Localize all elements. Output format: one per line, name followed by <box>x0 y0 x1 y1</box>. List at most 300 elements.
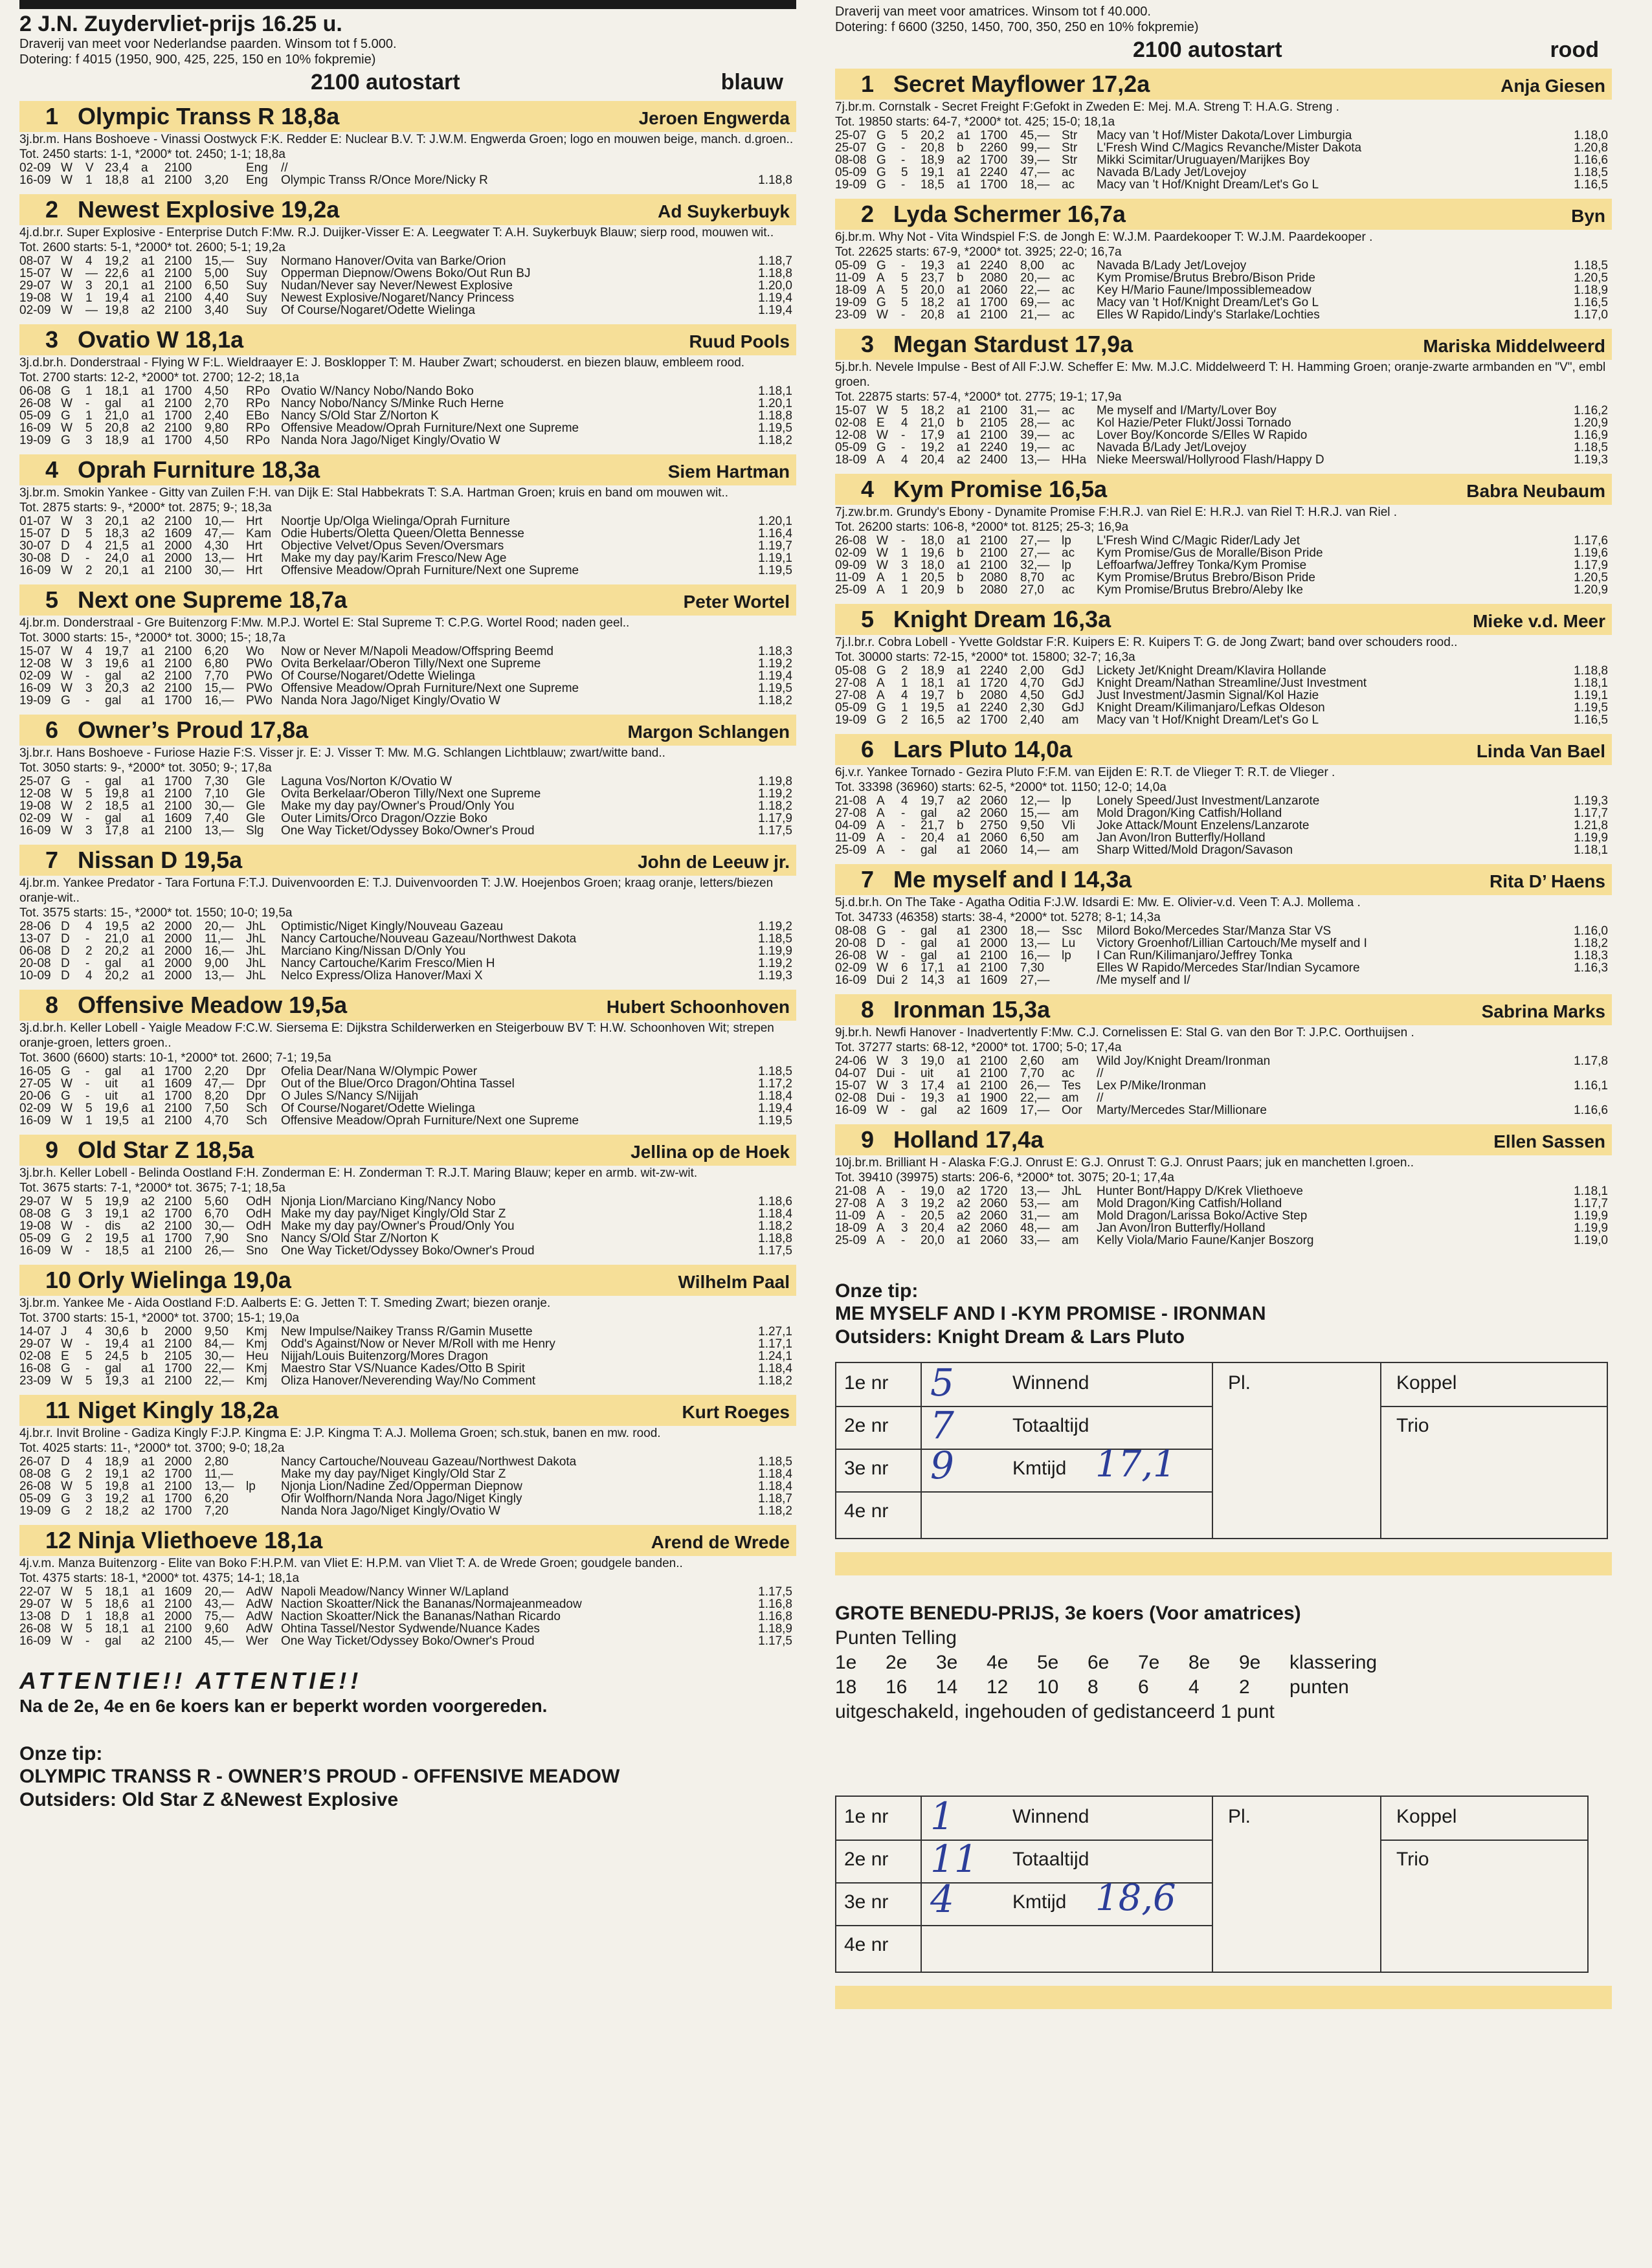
run-cell: O Jules S/Nancy S/Nijjah <box>281 1090 419 1102</box>
run-cell: Elles W Rapido/Lindy's Starlake/Lochties <box>1097 309 1320 321</box>
run-cell: — <box>85 304 98 317</box>
run-row <box>19 162 796 174</box>
run-cell: 20,5 <box>921 1210 944 1222</box>
run-cell: 7,90 <box>205 1232 229 1245</box>
run-cell: Elles W Rapido/Mercedes Star/Indian Sycamore <box>1097 962 1360 974</box>
right-race-prize: Dotering: f 6600 (3250, 1450, 700, 350, 250 en 10% fokpremie) <box>835 20 1199 34</box>
run-cell: 20,2 <box>921 129 944 142</box>
run-cell: 18,1 <box>105 1586 129 1598</box>
run-cell: 4,40 <box>205 292 229 304</box>
run-cell: 7,20 <box>205 1505 229 1517</box>
run-cell: Njonja Lion/Nadine Zed/Opperman Diepnow <box>281 1480 522 1493</box>
run-cell: 05-08 <box>835 665 867 677</box>
run-cell: 2,40 <box>205 410 229 422</box>
run-cell: Nieke Meerswal/Hollyrood Flash/Happy D <box>1097 454 1324 466</box>
run-cell: 1.18,5 <box>1574 260 1608 272</box>
run-cell: 1 <box>85 292 93 304</box>
run-cell: 1.19,7 <box>758 540 792 552</box>
run-cell <box>1556 1210 1563 1222</box>
run-cell: Oliza Hanover/Neverending Way/No Comment <box>281 1375 536 1387</box>
run-cell: 19,3 <box>105 1375 129 1387</box>
run-cell: Dui <box>876 1067 895 1080</box>
run-cell: 1.18,4 <box>758 1208 792 1220</box>
run-cell: W <box>61 800 73 812</box>
run-cell: a1 <box>141 1493 155 1505</box>
run-cell <box>741 800 747 812</box>
horse-number: 7 <box>861 866 875 893</box>
run-cell: a1 <box>957 832 971 844</box>
run-cell: 39,— <box>1020 154 1050 166</box>
run-cell: Lover Boy/Koncorde S/Elles W Rapido <box>1097 429 1308 441</box>
run-cell: 1.17,5 <box>758 1586 792 1598</box>
run-cell: gal <box>921 844 937 856</box>
run-cell: 16-05 <box>19 1065 51 1078</box>
run-cell: Offensive Meadow/Oprah Furniture/Next one Supreme <box>281 564 579 577</box>
run-cell: 13-07 <box>19 933 51 945</box>
run-cell: 2100 <box>164 1115 192 1127</box>
run-cell: 3 <box>901 1197 908 1210</box>
run-cell: 22-07 <box>19 1586 51 1598</box>
run-cell: 1.19,3 <box>1574 795 1608 807</box>
horse-header <box>835 329 1612 360</box>
run-cell: uit <box>921 1067 934 1080</box>
horse-header <box>19 101 796 132</box>
run-cell: a1 <box>957 429 971 441</box>
run-row <box>19 945 796 957</box>
horse-pedigree: 3j.br.m. Smokin Yankee - Gitty van Zuilen F:H. van Dijk E: Stal Habbekrats T: S.A. Hartman Groen; kruis en band om mouwen wit.. <box>19 486 729 500</box>
bet2-pl-label: Pl. <box>1228 1806 1251 1827</box>
horse-totals: Tot. 2450 starts: 1-1, *2000* tot. 2450; 1-1; 18,8a <box>19 148 285 161</box>
run-cell: 16-09 <box>835 1104 867 1117</box>
run-cell: GdJ <box>1062 677 1084 689</box>
run-cell: W <box>61 1102 73 1115</box>
run-cell: 02-09 <box>19 162 51 174</box>
run-cell: 2080 <box>980 272 1008 284</box>
run-cell <box>1556 974 1563 986</box>
run-cell: 2100 <box>164 422 192 434</box>
run-cell: 1.20,9 <box>1574 584 1608 596</box>
run-cell: 43,— <box>205 1598 234 1610</box>
run-cell: 1.17,9 <box>1574 559 1608 572</box>
run-cell: Macy van 't Hof/Knight Dream/Let's Go L <box>1097 714 1319 726</box>
run-cell: 4,70 <box>205 1115 229 1127</box>
run-cell: 2060 <box>980 284 1008 296</box>
run-cell: 15,— <box>1020 807 1050 819</box>
run-cell: 30,6 <box>105 1326 129 1338</box>
run-cell: 25-07 <box>19 775 51 788</box>
run-cell: W <box>61 304 73 317</box>
run-cell: 17,— <box>1020 1104 1050 1117</box>
run-cell <box>1556 702 1563 714</box>
run-row <box>835 1055 1612 1067</box>
benedu-points-label: Punten Telling <box>835 1627 957 1649</box>
run-cell: 02-09 <box>19 1102 51 1115</box>
run-cell: 1.16,0 <box>1574 925 1608 937</box>
run-row <box>835 284 1612 296</box>
run-cell: W <box>61 670 73 682</box>
run-cell: 4 <box>85 970 93 982</box>
run-cell: A <box>876 795 885 807</box>
run-cell: G <box>876 142 886 154</box>
run-cell: 7,70 <box>205 670 229 682</box>
run-cell <box>741 1232 747 1245</box>
run-cell: 21-08 <box>835 1185 867 1197</box>
run-row <box>19 775 796 788</box>
run-cell: AdW <box>246 1623 273 1635</box>
run-cell: 15-07 <box>19 645 51 658</box>
run-cell: a1 <box>141 397 155 410</box>
run-cell: ac <box>1062 405 1075 417</box>
run-cell: gal <box>105 1065 122 1078</box>
run-cell: 19,6 <box>921 547 944 559</box>
run-cell: 2100 <box>164 645 192 658</box>
run-cell: 19,3 <box>921 1092 944 1104</box>
run-cell: a2 <box>141 670 155 682</box>
run-cell: 1.16,3 <box>1574 962 1608 974</box>
points-value: punten <box>1289 1676 1349 1698</box>
run-row <box>19 540 796 552</box>
run-cell: W <box>61 1220 73 1232</box>
run-cell <box>1062 974 1097 986</box>
run-cell: Nanda Nora Jago/Niget Kingly/Ovatio W <box>281 1505 500 1517</box>
horse-header <box>19 990 796 1021</box>
run-cell: 3 <box>901 1080 908 1092</box>
run-cell: 16-09 <box>19 825 51 837</box>
run-row <box>835 714 1612 726</box>
run-cell: gal <box>105 670 122 682</box>
run-cell: 05-09 <box>19 1232 51 1245</box>
horse-name-text: Owner’s Proud 17,8a <box>78 717 309 743</box>
run-cell: Optimistic/Niget Kingly/Nouveau Gazeau <box>281 920 504 933</box>
run-cell: - <box>85 695 90 707</box>
points-value: 10 <box>1037 1676 1059 1698</box>
run-cell: 19,6 <box>105 658 129 670</box>
run-cell: Marciano King/Nissan D/Only You <box>281 945 466 957</box>
run-cell: 19-09 <box>835 714 867 726</box>
run-row <box>835 272 1612 284</box>
run-cell: 1.19,5 <box>758 1115 792 1127</box>
run-row <box>19 434 796 447</box>
run-cell: 1.18,3 <box>1574 950 1608 962</box>
run-cell: a1 <box>141 800 155 812</box>
run-cell: 20,8 <box>105 422 129 434</box>
run-cell: 1.17,5 <box>758 825 792 837</box>
run-cell: Nancy Cartouche/Nouveau Gazeau/Northwest Dakota <box>281 1456 577 1468</box>
run-cell: a1 <box>957 260 971 272</box>
run-cell: 1.19,1 <box>1574 689 1608 702</box>
run-cell: a1 <box>957 844 971 856</box>
run-cell: ac <box>1062 284 1075 296</box>
run-row <box>19 422 796 434</box>
run-cell: Me myself and I/Marty/Lover Boy <box>1097 405 1277 417</box>
horse-totals: Tot. 2700 starts: 12-2, *2000* tot. 2700; 12-2; 18,1a <box>19 371 300 384</box>
run-cell: A <box>876 454 885 466</box>
run-cell <box>741 385 747 397</box>
horse-number: 9 <box>861 1126 875 1153</box>
horse-totals: Tot. 4025 starts: 11-, *2000* tot. 3700; 9-0; 18,2a <box>19 1441 285 1455</box>
horse-runs-table <box>19 162 796 186</box>
run-cell: 1.16,1 <box>1574 1080 1608 1092</box>
run-cell: 19,7 <box>921 689 944 702</box>
horse-pedigree: 5j.d.br.h. On The Take - Agatha Oditia F:J.W. Idsardi E: Mw. E. Olivier-v.d. Veen T: A.J. Mollema . <box>835 896 1361 909</box>
left-race-conditions: Draverij van meet voor Nederlandse paarden. Winsom tot f 5.000. <box>19 37 397 51</box>
run-cell: 1.18,4 <box>758 1090 792 1102</box>
run-cell: 17,1 <box>921 962 944 974</box>
run-cell: 17,9 <box>921 429 944 441</box>
run-cell: 2100 <box>980 429 1008 441</box>
run-cell: 19,0 <box>921 1185 944 1197</box>
run-cell: 18,0 <box>921 535 944 547</box>
run-cell: 02-09 <box>19 304 51 317</box>
run-cell: 1609 <box>980 974 1008 986</box>
run-cell: am <box>1062 1210 1079 1222</box>
run-cell: a1 <box>141 957 155 970</box>
horse-name <box>45 1265 291 1296</box>
run-row <box>835 1210 1612 1222</box>
run-cell: J <box>61 1326 67 1338</box>
run-cell: 5 <box>85 1623 93 1635</box>
run-cell <box>1556 832 1563 844</box>
bet1-kmtijd-label: Kmtijd <box>1012 1458 1067 1479</box>
run-cell: Suy <box>246 267 267 280</box>
run-cell: 9,80 <box>205 422 229 434</box>
run-cell: 21,— <box>1020 309 1050 321</box>
run-cell: gal <box>921 950 937 962</box>
run-cell: 4 <box>85 540 93 552</box>
run-cell: 21,7 <box>921 819 944 832</box>
run-cell: 22,6 <box>105 267 129 280</box>
right-outsiders: Outsiders: Knight Dream & Lars Pluto <box>835 1326 1185 1348</box>
run-cell: a1 <box>141 1115 155 1127</box>
run-cell: 18,5 <box>105 1245 129 1257</box>
run-cell: D <box>61 920 70 933</box>
run-cell: 12-08 <box>19 788 51 800</box>
run-cell: 1.18,5 <box>1574 441 1608 454</box>
run-cell: 1.19,3 <box>1574 454 1608 466</box>
run-row <box>835 1080 1612 1092</box>
run-cell: a1 <box>141 1078 155 1090</box>
run-cell: 5 <box>901 272 908 284</box>
run-cell: a1 <box>141 1232 155 1245</box>
run-cell: uit <box>105 1078 118 1090</box>
run-cell <box>741 920 747 933</box>
run-cell: 16,— <box>205 945 234 957</box>
run-cell: Odie Huberts/Oletta Queen/Oletta Bennesse <box>281 528 524 540</box>
run-cell: Lu <box>1062 937 1076 950</box>
horse-driver: Peter Wortel <box>683 592 790 612</box>
run-cell: L'Fresh Wind C/Magic Rider/Lady Jet <box>1097 535 1300 547</box>
horse-name <box>45 101 339 132</box>
horse-totals: Tot. 26200 starts: 106-8, *2000* tot. 8125; 25-3; 16,9a <box>835 520 1129 534</box>
run-cell: 04-09 <box>835 819 867 832</box>
run-cell: GdJ <box>1062 689 1084 702</box>
run-row <box>835 584 1612 596</box>
bet2-trio-label: Trio <box>1396 1849 1429 1870</box>
horse-runs-table <box>835 795 1612 856</box>
run-cell <box>1556 535 1563 547</box>
run-cell: a1 <box>141 945 155 957</box>
run-cell: 18-09 <box>835 454 867 466</box>
run-cell: PWo <box>246 658 273 670</box>
horse-header <box>835 864 1612 895</box>
horse-name <box>861 474 1107 505</box>
run-cell: 2240 <box>980 665 1008 677</box>
run-cell: Objective Velvet/Opus Seven/Oversmars <box>281 540 504 552</box>
run-cell: 28-06 <box>19 920 51 933</box>
run-cell: 1.17,8 <box>1574 1055 1608 1067</box>
bet2-row2-label: 2e nr <box>844 1849 889 1870</box>
run-cell: 05-09 <box>835 702 867 714</box>
run-cell: 5,00 <box>205 267 229 280</box>
bet1-handwritten-nr3: 9 <box>930 1443 954 1487</box>
run-cell: G <box>61 385 71 397</box>
horse-name-text: Newest Explosive 19,2a <box>78 196 340 223</box>
run-row <box>19 1338 796 1350</box>
run-cell <box>741 1493 747 1505</box>
run-cell: Vli <box>1062 819 1076 832</box>
run-cell: JhL <box>246 970 266 982</box>
run-cell: 2100 <box>980 1080 1008 1092</box>
run-row <box>19 933 796 945</box>
run-cell: a2 <box>957 1222 971 1234</box>
run-row <box>835 795 1612 807</box>
run-cell: 05-09 <box>19 410 51 422</box>
run-cell: 26-08 <box>19 397 51 410</box>
run-cell: 7,70 <box>1020 1067 1044 1080</box>
run-cell: 2100 <box>164 162 192 174</box>
run-cell <box>741 645 747 658</box>
run-cell: A <box>876 1234 885 1247</box>
run-cell: 19,8 <box>105 304 129 317</box>
run-row <box>19 255 796 267</box>
run-cell: 19,4 <box>105 292 129 304</box>
points-value: 14 <box>936 1676 958 1698</box>
run-cell: 27-08 <box>835 689 867 702</box>
run-cell: 20,1 <box>105 564 129 577</box>
left-color: blauw <box>720 70 783 94</box>
horse-runs-table <box>835 1055 1612 1117</box>
run-cell: 2 <box>901 665 908 677</box>
run-cell <box>1556 260 1563 272</box>
run-cell: 53,— <box>1020 1197 1050 1210</box>
horse-driver: Jeroen Engwerda <box>638 108 790 128</box>
run-cell: Gle <box>246 812 265 825</box>
run-cell: 20,0 <box>921 284 944 296</box>
run-cell: - <box>901 260 906 272</box>
run-cell <box>741 695 747 707</box>
run-cell: Ofelia Dear/Nana W/Olympic Power <box>281 1065 478 1078</box>
run-cell: a1 <box>141 1375 155 1387</box>
run-cell: JhL <box>1062 1185 1082 1197</box>
run-cell <box>1556 309 1563 321</box>
run-cell: PWo <box>246 670 273 682</box>
run-cell: 27,0 <box>1020 584 1044 596</box>
horse-pedigree: 10j.br.m. Brilliant H - Alaska F:G.J. Onrust E: G.J. Onrust T: G.J. Onrust Paars; juk en manchetten l.groen.. <box>835 1156 1414 1170</box>
bet1-winnend-label: Winnend <box>1012 1372 1089 1394</box>
run-cell: V <box>85 162 94 174</box>
run-cell: A <box>876 1210 885 1222</box>
run-cell: Jan Avon/Iron Butterfly/Holland <box>1097 1222 1266 1234</box>
run-cell: 18,2 <box>921 405 944 417</box>
run-cell: a1 <box>141 564 155 577</box>
points-value: 12 <box>987 1676 1009 1698</box>
run-cell: Dui <box>876 1092 895 1104</box>
run-cell: ac <box>1062 296 1075 309</box>
run-cell <box>741 1456 747 1468</box>
run-row <box>19 1245 796 1257</box>
run-cell: 19,0 <box>921 1055 944 1067</box>
run-row <box>19 1456 796 1468</box>
run-cell: W <box>876 1080 888 1092</box>
run-cell: 1.19,9 <box>758 945 792 957</box>
run-cell: a1 <box>957 166 971 179</box>
horse-header <box>19 1395 796 1426</box>
horse-pedigree: 3j.br.m. Yankee Me - Aida Oostland F:D. Aalberts E: G. Jetten T: T. Smeding Zwart; biezen oranje. <box>19 1296 551 1310</box>
right-distance: 2100 autostart <box>1133 38 1282 62</box>
run-cell <box>741 1338 747 1350</box>
horse-name-text: Olympic Transs R 18,8a <box>78 103 340 129</box>
run-cell: b <box>141 1350 148 1362</box>
run-cell: 1.17,9 <box>758 812 792 825</box>
horse-runs-table <box>835 535 1612 596</box>
run-cell: 1.20,8 <box>1574 142 1608 154</box>
run-cell: Str <box>1062 129 1078 142</box>
run-cell: // <box>1097 1067 1104 1080</box>
horse-name <box>45 454 320 485</box>
run-cell <box>1556 950 1563 962</box>
run-cell: a1 <box>141 280 155 292</box>
run-cell: Kmj <box>246 1338 267 1350</box>
run-cell: a1 <box>957 974 971 986</box>
left-column <box>19 0 796 1812</box>
run-cell: A <box>876 807 885 819</box>
run-cell: ac <box>1062 429 1075 441</box>
run-row <box>835 832 1612 844</box>
run-cell: Key H/Mario Faune/Impossiblemeadow <box>1097 284 1312 296</box>
run-cell: 25-09 <box>835 844 867 856</box>
run-cell: 26-08 <box>19 1480 51 1493</box>
horse-pedigree: 3j.br.m. Hans Boshoeve - Vinassi Oostwyck F:K. Redder E: Nuclear B.V. T: J.W.M. Engwerda Groen; logo en mouwen beige, manch. d.groen.. <box>19 133 794 146</box>
horse-entry <box>19 845 796 982</box>
run-row <box>19 397 796 410</box>
run-cell: 2105 <box>980 417 1008 429</box>
run-cell: 18,6 <box>105 1598 129 1610</box>
run-cell: - <box>901 832 906 844</box>
run-cell: 1.19,5 <box>758 422 792 434</box>
run-cell: 1.20,5 <box>1574 572 1608 584</box>
run-cell: 05-09 <box>19 1493 51 1505</box>
horse-entry <box>19 1525 796 1647</box>
run-cell: W <box>61 292 73 304</box>
run-cell: Kam <box>246 528 272 540</box>
run-cell: 1609 <box>164 1078 192 1090</box>
run-cell: Tes <box>1062 1080 1081 1092</box>
run-cell: 3 <box>85 280 93 292</box>
bet2-row1-label: 1e nr <box>844 1806 889 1827</box>
run-cell: E <box>876 417 885 429</box>
run-cell: 2100 <box>164 515 192 528</box>
horse-runs-table <box>835 405 1612 466</box>
run-cell: 3 <box>901 559 908 572</box>
left-tip-text: OLYMPIC TRANSS R - OWNER’S PROUD - OFFENSIVE MEADOW <box>19 1766 620 1787</box>
run-cell: 2100 <box>980 950 1008 962</box>
run-cell: 2100 <box>980 309 1008 321</box>
run-cell: 18,2 <box>105 1505 129 1517</box>
points-value: 8 <box>1088 1676 1099 1698</box>
horse-entry <box>835 474 1612 596</box>
run-cell: 6,20 <box>205 645 229 658</box>
run-cell <box>1563 1067 1612 1080</box>
